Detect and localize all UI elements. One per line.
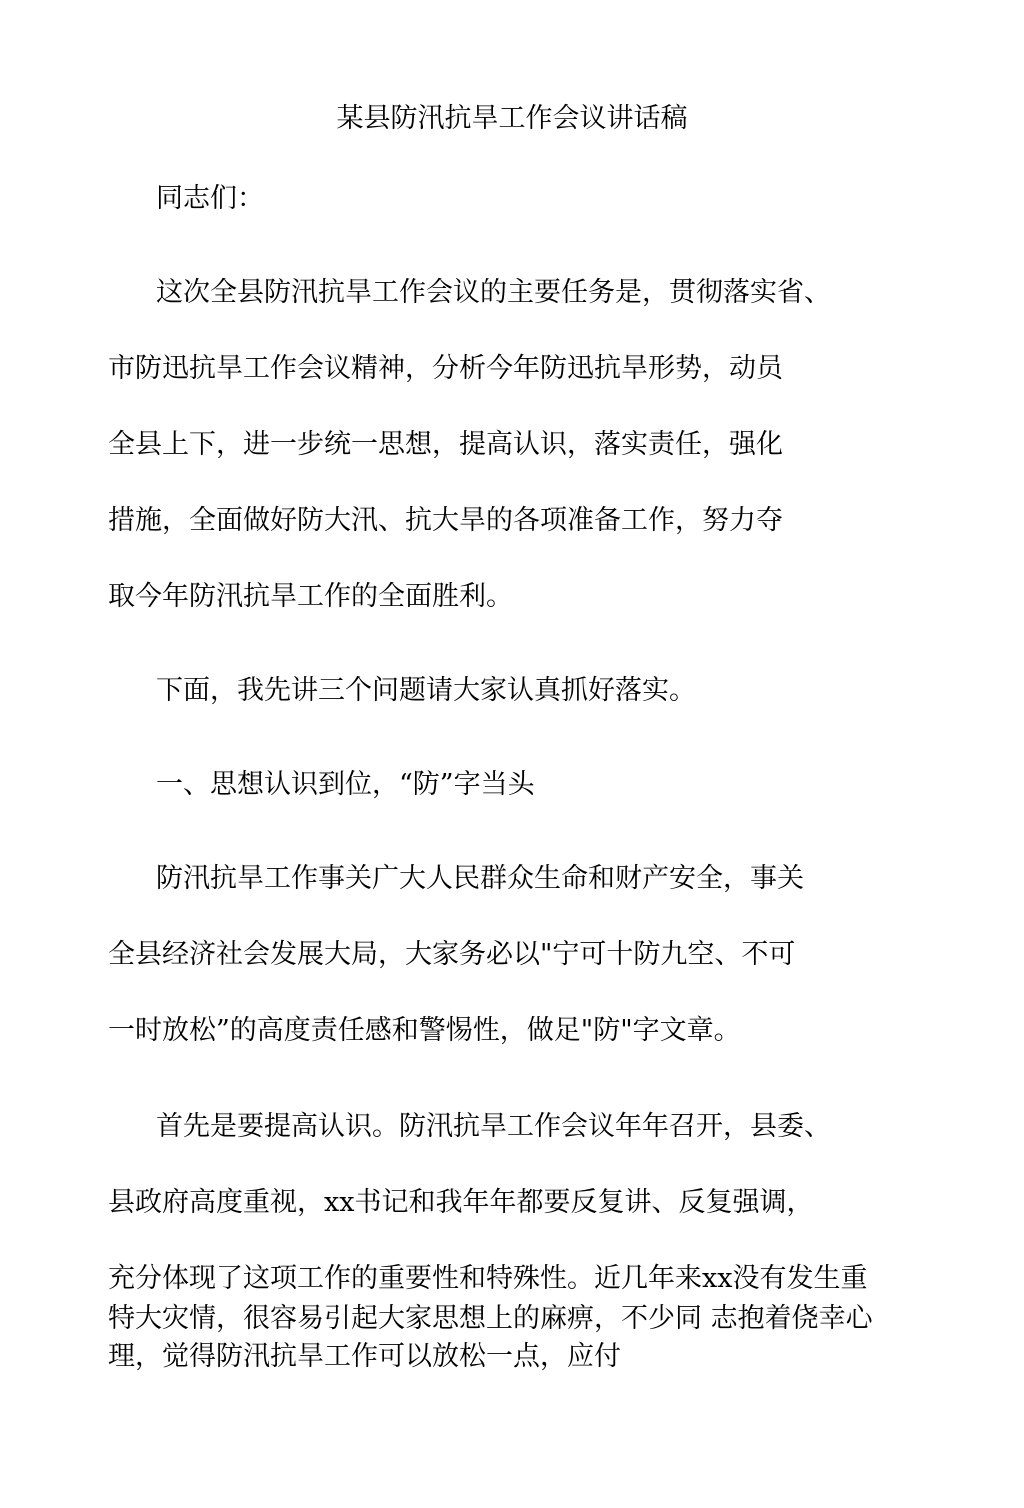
paragraph-line: 全县经济社会发展大局，大家务必以"宁可十防九空、不可: [108, 939, 796, 970]
paragraph-line: 理，觉得防汛抗旱工作可以放松一点，应付: [108, 1341, 621, 1372]
paragraph-line: 首先是要提高认识。防汛抗旱工作会议年年召开，县委、: [156, 1111, 831, 1142]
paragraph-line: 取今年防汛抗旱工作的全面胜利。: [108, 581, 513, 612]
paragraph-line: 充分体现了这项工作的重要性和特殊性。近几年来xx没有发生重: [108, 1263, 868, 1294]
paragraph-line: 一时放松”的高度责任感和警惕性，做足"防"字文章。: [108, 1015, 741, 1046]
salutation: 同志们：: [156, 183, 264, 214]
paragraph-line: 特大灾情，很容易引起大家思想上的麻痹，不少同 志抱着侥幸心: [108, 1303, 873, 1334]
paragraph-line: 措施，全面做好防大汛、抗大旱的各项准备工作，努力夺: [108, 505, 783, 536]
paragraph-line: 这次全县防汛抗旱工作会议的主要任务是，贯彻落实省、: [156, 277, 831, 308]
paragraph-line: 防汛抗旱工作事关广大人民群众生命和财产安全，事关: [156, 863, 804, 894]
paragraph-line: 市防迅抗旱工作会议精神，分析今年防迅抗旱形势，动员: [108, 353, 783, 384]
paragraph-line: 县政府高度重视，xx书记和我年年都要反复讲、反复强调，: [108, 1187, 814, 1218]
section-heading: 一、思想认识到位，“防”字当头: [156, 769, 535, 800]
document-title: 某县防汛抗旱工作会议讲话稿: [336, 103, 688, 134]
paragraph-line: 全县上下，进一步统一思想，提高认识，落实责任，强化: [108, 429, 783, 460]
paragraph-line: 下面，我先讲三个问题请大家认真抓好落实。: [156, 675, 696, 706]
